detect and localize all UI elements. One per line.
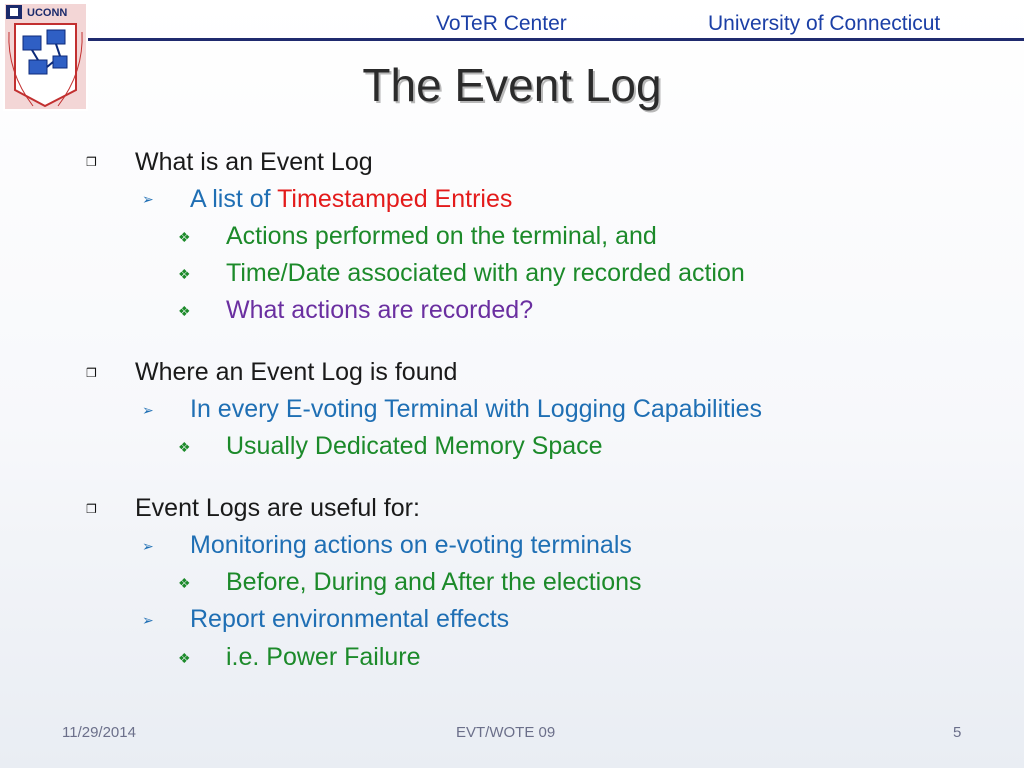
section-heading: Where an Event Log is found <box>135 358 458 386</box>
footer-date: 11/29/2014 <box>62 724 136 741</box>
subitem: Monitoring actions on e-voting terminals <box>190 531 632 559</box>
footer-event: EVT/WOTE 09 <box>456 724 556 741</box>
arrow-bullet-icon: ➢ <box>142 402 154 418</box>
section-heading: What is an Event Log <box>135 148 373 176</box>
subitem: Report environmental effects <box>190 605 510 633</box>
subitem: In every E-voting Terminal with Logging Capabilities <box>190 395 763 423</box>
point: Usually Dedicated Memory Space <box>226 432 603 460</box>
section-heading: Event Logs are useful for: <box>135 494 420 522</box>
diamond-bullet-icon: ❖ <box>178 439 191 455</box>
subitem-prefix: A list of <box>190 185 278 213</box>
point: Before, During and After the elections <box>226 568 642 596</box>
diamond-bullet-icon: ❖ <box>178 266 191 282</box>
slide-title: The Event Log <box>362 59 662 111</box>
arrow-bullet-icon: ➢ <box>142 191 154 207</box>
diamond-bullet-icon: ❖ <box>178 575 191 591</box>
diamond-bullet-icon: ❖ <box>178 303 191 319</box>
point: Actions performed on the terminal, and <box>226 222 657 250</box>
subitem-highlight: Timestamped Entries <box>277 185 513 213</box>
slide-number: 5 <box>953 724 962 741</box>
point: Time/Date associated with any recorded action <box>226 259 745 287</box>
square-bullet-icon: ❒ <box>86 366 97 380</box>
header-center-label: VoTeR Center <box>436 12 567 35</box>
diamond-bullet-icon: ❖ <box>178 229 191 245</box>
point: What actions are recorded? <box>226 296 534 324</box>
arrow-bullet-icon: ➢ <box>142 612 154 628</box>
logo-text-top: UCONN <box>27 7 68 19</box>
square-bullet-icon: ❒ <box>86 502 97 516</box>
header-university: University of Connecticut <box>708 12 941 35</box>
arrow-bullet-icon: ➢ <box>142 538 154 554</box>
subitem <box>190 184 512 214</box>
point: i.e. Power Failure <box>226 643 421 671</box>
diamond-bullet-icon: ❖ <box>178 650 191 666</box>
square-bullet-icon: ❒ <box>86 155 97 169</box>
